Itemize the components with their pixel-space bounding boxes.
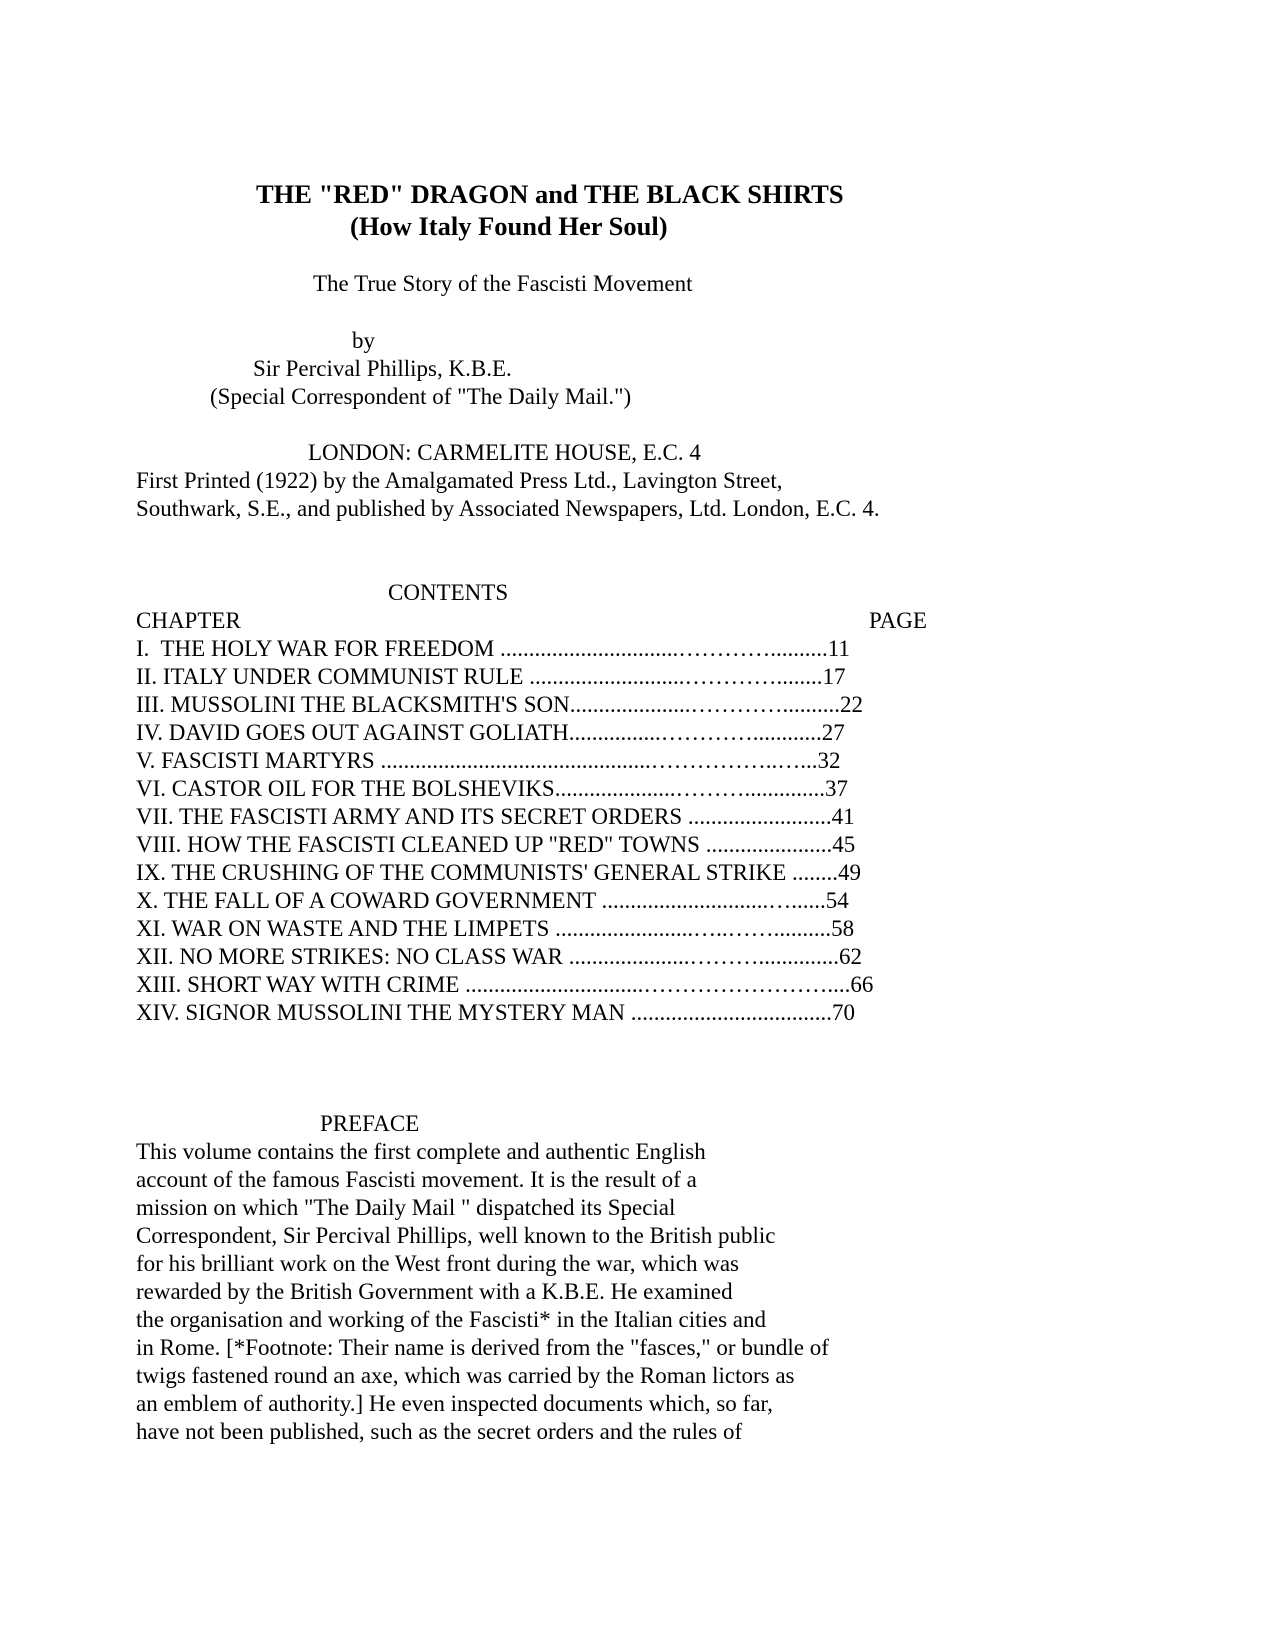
toc-entry: X. THE FALL OF A COWARD GOVERNMENT .............................…......54	[136, 888, 849, 913]
publisher-address: LONDON: CARMELITE HOUSE, E.C. 4	[308, 440, 701, 465]
preface-heading: PREFACE	[320, 1111, 420, 1136]
preface-line: mission on which "The Daily Mail " dispatched its Special	[136, 1195, 676, 1220]
preface-line: twigs fastened round an axe, which was carried by the Roman lictors as	[136, 1363, 795, 1388]
preface-line: This volume contains the first complete and authentic English	[136, 1139, 706, 1164]
toc-entry: III. MUSSOLINI THE BLACKSMITH'S SON.....................…………..........22	[136, 692, 863, 717]
preface-line: in Rome. [*Footnote: Their name is derived from the "fasces," or bundle of	[136, 1335, 829, 1360]
toc-entry: XIII. SHORT WAY WITH CRIME ...............................……………………....66	[136, 972, 874, 997]
toc-entry: IV. DAVID GOES OUT AGAINST GOLIATH................…………............27	[136, 720, 845, 745]
title-line-1: THE "RED" DRAGON and THE BLACK SHIRTS	[256, 179, 844, 209]
title-line-2: (How Italy Found Her Soul)	[350, 211, 668, 241]
preface-line: an emblem of authority.] He even inspected documents which, so far,	[136, 1391, 773, 1416]
printing-note-line-1: First Printed (1922) by the Amalgamated Press Ltd., Lavington Street,	[136, 468, 783, 493]
toc-entry: I. THE HOLY WAR FOR FREEDOM ...............................…………..........11	[136, 636, 850, 661]
toc-entry: XII. NO MORE STRIKES: NO CLASS WAR .....................………..............62	[136, 944, 863, 969]
toc-entry: XIV. SIGNOR MUSSOLINI THE MYSTERY MAN ...................................70	[136, 1000, 856, 1025]
page-column-label: PAGE	[869, 608, 927, 633]
chapter-column-label: CHAPTER	[136, 608, 241, 633]
toc-entry: VI. CASTOR OIL FOR THE BOLSHEVIKS.....................………..............37	[136, 776, 848, 801]
preface-line: have not been published, such as the secret orders and the rules of	[136, 1419, 743, 1444]
subtitle: The True Story of the Fascisti Movement	[313, 271, 693, 296]
preface-line: account of the famous Fascisti movement. It is the result of a	[136, 1167, 697, 1192]
preface-line: Correspondent, Sir Percival Phillips, well known to the British public	[136, 1223, 776, 1248]
preface-line: rewarded by the British Government with a K.B.E. He examined	[136, 1279, 733, 1304]
toc-entry: II. ITALY UNDER COMMUNIST RULE ...........................…………........17	[136, 664, 846, 689]
toc-entry: XI. WAR ON WASTE AND THE LIMPETS ........................…..……..........58	[136, 916, 855, 941]
author-name: Sir Percival Phillips, K.B.E.	[253, 356, 512, 381]
author-role: (Special Correspondent of "The Daily Mail.")	[210, 384, 632, 409]
toc-entry: IX. THE CRUSHING OF THE COMMUNISTS' GENERAL STRIKE ........49	[136, 860, 862, 885]
toc-entry: VII. THE FASCISTI ARMY AND ITS SECRET ORDERS .........................41	[136, 804, 855, 829]
contents-heading: CONTENTS	[388, 580, 509, 605]
preface-line: the organisation and working of the Fascisti* in the Italian cities and	[136, 1307, 767, 1332]
printing-note-line-2: Southwark, S.E., and published by Associated Newspapers, Ltd. London, E.C. 4.	[136, 496, 880, 521]
preface-line: for his brilliant work on the West front during the war, which was	[136, 1251, 739, 1276]
byline-by: by	[352, 328, 375, 353]
toc-entry: V. FASCISTI MARTYRS ...............................................……………..…...32	[136, 748, 841, 773]
toc-entry: VIII. HOW THE FASCISTI CLEANED UP "RED" TOWNS ......................45	[136, 832, 856, 857]
